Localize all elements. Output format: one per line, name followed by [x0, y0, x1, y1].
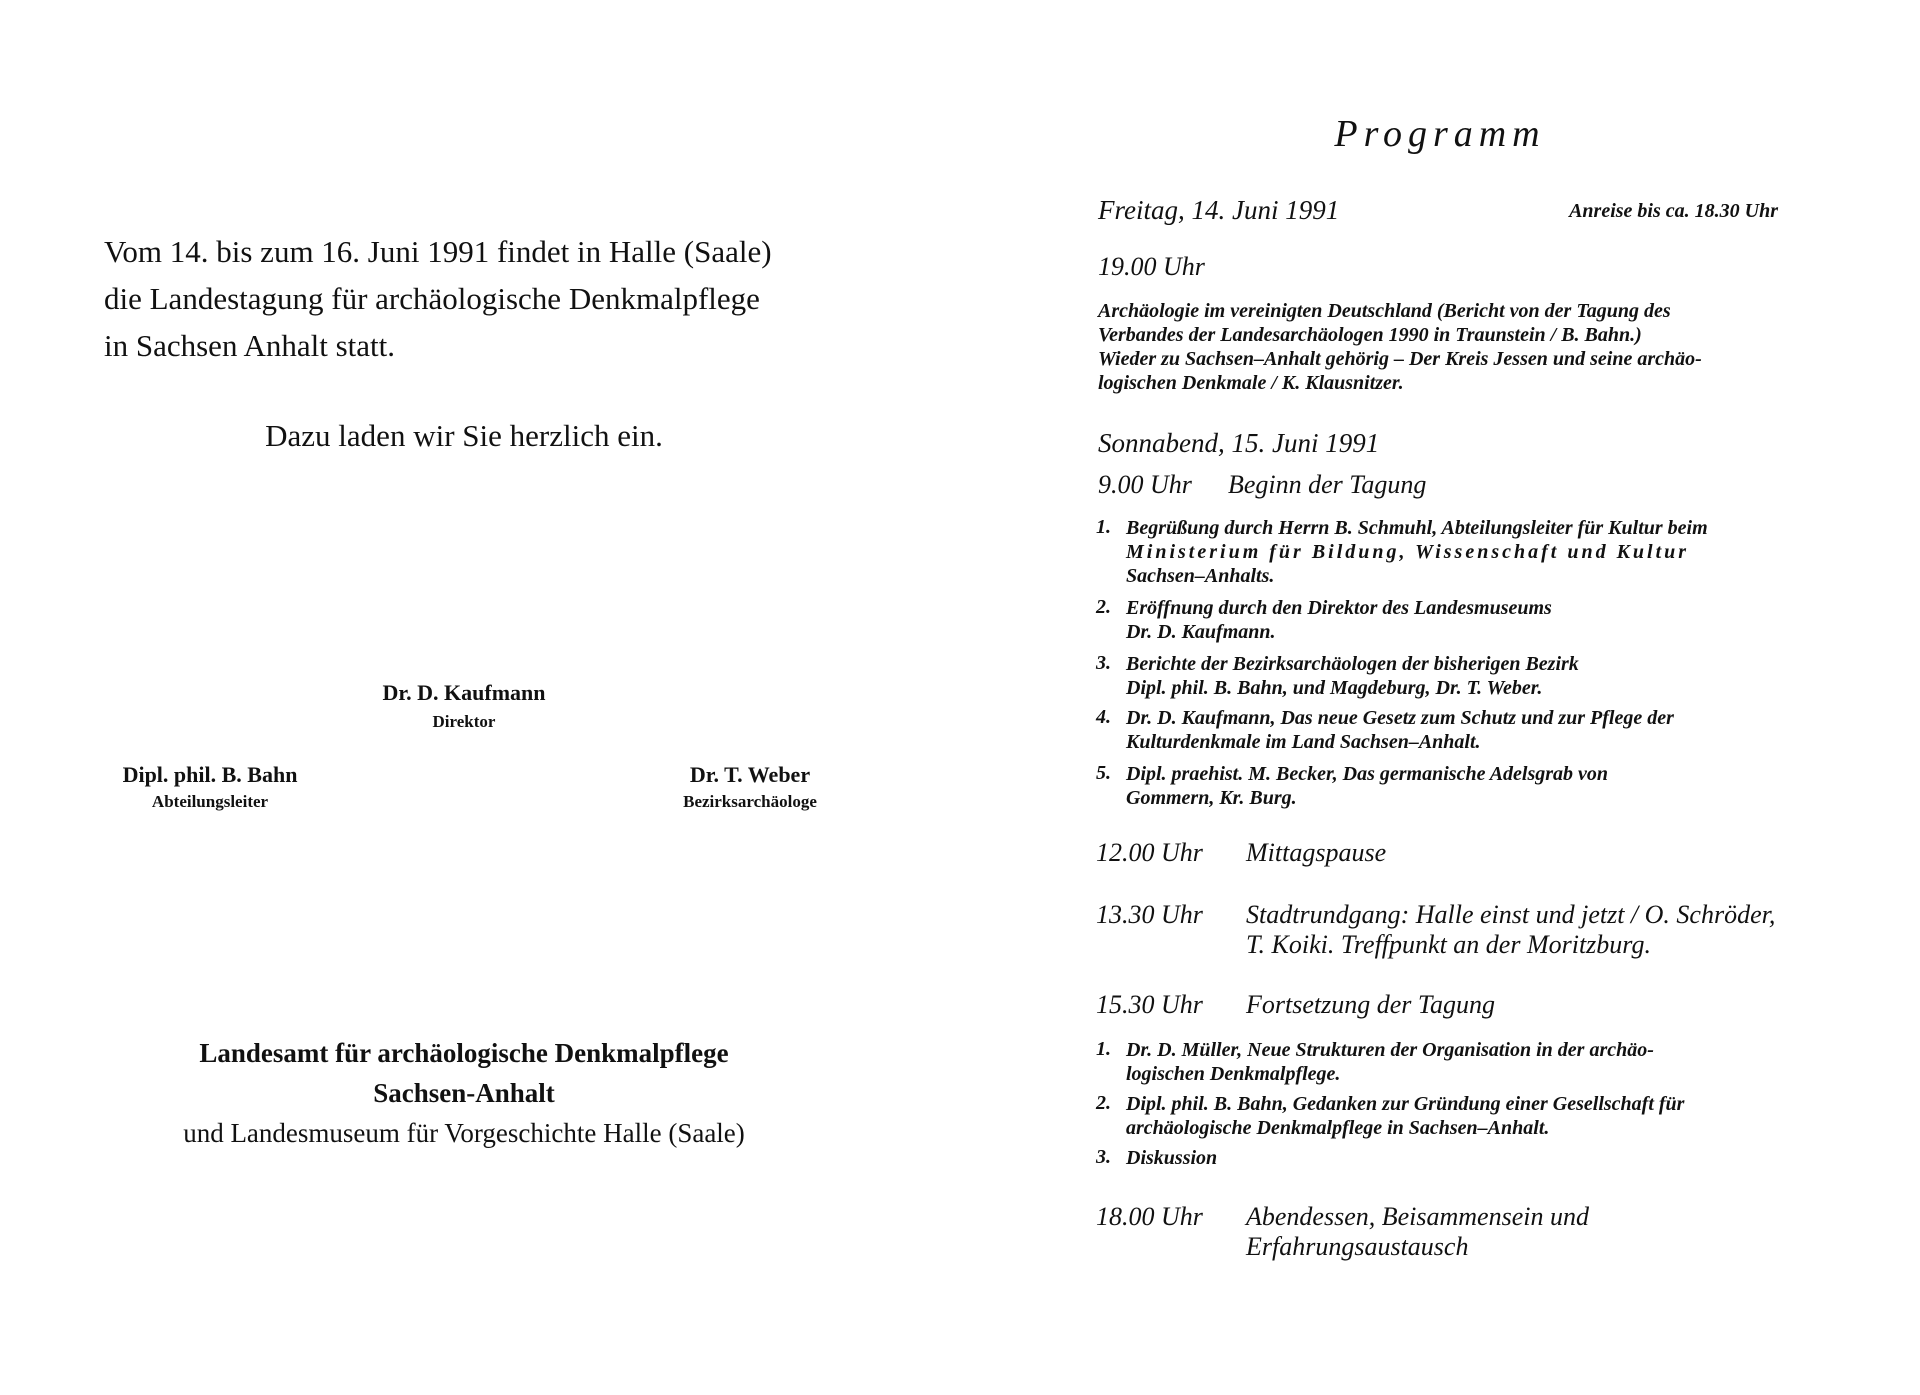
- morning-item: [1096, 762, 1816, 810]
- item-line: Dr. D. Müller, Neue Strukturen der Organisation in der archäo-: [1126, 1039, 1654, 1061]
- lunch-time: 12.00 Uhr: [1096, 838, 1203, 867]
- lunch-title: Mittagspause: [1246, 838, 1387, 867]
- organization-line-2: Sachsen-Anhalt: [373, 1078, 555, 1108]
- item-line: Eröffnung durch den Direktor des Landesmuseums: [1126, 597, 1552, 619]
- item-line: Gommern, Kr. Burg.: [1126, 787, 1297, 809]
- item-number: 4.: [1096, 706, 1111, 728]
- item-line: Sachsen–Anhalts.: [1126, 565, 1275, 587]
- item-number: 1.: [1096, 1038, 1111, 1060]
- friday-arrival: Anreise bis ca. 18.30 Uhr: [1569, 200, 1778, 222]
- item-line: Diskussion: [1126, 1147, 1218, 1169]
- item-line: Begrüßung durch Herrn B. Schmuhl, Abteilungsleiter für Kultur beim: [1126, 517, 1708, 539]
- department-head-role: Abteilungsleiter: [151, 792, 269, 811]
- intro-line-3: in Sachsen Anhalt statt.: [104, 328, 396, 363]
- morning-item: [1096, 706, 1816, 754]
- dinner-time: 18.00 Uhr: [1096, 1202, 1203, 1231]
- item-line: Berichte der Bezirksarchäologen der bisherigen Bezirk: [1126, 653, 1579, 675]
- saturday-start-title: Beginn der Tagung: [1228, 470, 1427, 499]
- invitation-text: Dazu laden wir Sie herzlich ein.: [265, 418, 663, 453]
- item-line: logischen Denkmalpflege.: [1126, 1063, 1341, 1085]
- afternoon-item: [1096, 1038, 1816, 1086]
- organization-line-3: und Landesmuseum für Vorgeschichte Halle (Saale): [183, 1118, 745, 1148]
- afternoon-item: [1096, 1146, 1816, 1170]
- item-line: Dr. D. Kaufmann.: [1126, 621, 1276, 643]
- morning-item: [1096, 596, 1816, 644]
- signature-district-archaeologist: [650, 762, 850, 812]
- right-page: [960, 0, 1920, 1395]
- signature-department-head: [100, 762, 320, 812]
- item-line: Dr. D. Kaufmann, Das neue Gesetz zum Schutz und zur Pflege der: [1126, 707, 1674, 729]
- item-number: 3.: [1096, 1146, 1111, 1168]
- dinner-line-1: Abendessen, Beisammensein und: [1246, 1202, 1589, 1231]
- friday-time: 19.00 Uhr: [1098, 252, 1205, 281]
- item-line: Dipl. praehist. M. Becker, Das germanische Adelsgrab von: [1126, 763, 1609, 785]
- program-title: Programm: [1334, 113, 1546, 155]
- intro-line-2: die Landestagung für archäologische Denkmalpflege: [104, 281, 760, 316]
- director-role: Direktor: [432, 712, 496, 731]
- friday-description-line: Wieder zu Sachsen–Anhalt gehörig – Der Kreis Jessen und seine archäo-: [1098, 348, 1702, 370]
- intro-line-1: Vom 14. bis zum 16. Juni 1991 findet in Halle (Saale): [104, 234, 772, 269]
- item-number: 5.: [1096, 762, 1111, 784]
- district-archaeologist-name: Dr. T. Weber: [689, 762, 811, 787]
- department-head-name: Dipl. phil. B. Bahn: [122, 762, 298, 787]
- item-line: Kulturdenkmale im Land Sachsen–Anhalt.: [1126, 731, 1481, 753]
- friday-description-line: Verbandes der Landesarchäologen 1990 in Traunstein / B. Bahn.): [1098, 324, 1642, 346]
- item-line: Dipl. phil. B. Bahn, und Magdeburg, Dr. T. Weber.: [1126, 677, 1543, 699]
- saturday-heading: Sonnabend, 15. Juni 1991: [1098, 428, 1380, 458]
- saturday-start-time: 9.00 Uhr: [1098, 470, 1192, 499]
- tour-line-1: Stadtrundgang: Halle einst und jetzt / O. Schröder,: [1246, 900, 1776, 929]
- morning-item: [1096, 652, 1816, 700]
- dinner-line-2: Erfahrungsaustausch: [1246, 1232, 1469, 1261]
- district-archaeologist-role: Bezirksarchäologe: [683, 792, 817, 811]
- afternoon-item: [1096, 1092, 1816, 1140]
- item-line: archäologische Denkmalpflege in Sachsen–Anhalt.: [1126, 1117, 1550, 1139]
- friday-description-line: Archäologie im vereinigten Deutschland (Bericht von der Tagung des: [1098, 300, 1671, 322]
- item-number: 3.: [1096, 652, 1111, 674]
- tour-time: 13.30 Uhr: [1096, 900, 1203, 929]
- item-number: 2.: [1096, 1092, 1111, 1114]
- friday-description-line: logischen Denkmale / K. Klausnitzer.: [1098, 372, 1404, 394]
- friday-heading: Freitag, 14. Juni 1991: [1098, 195, 1340, 225]
- item-number: 1.: [1096, 516, 1111, 538]
- morning-item: [1096, 516, 1816, 588]
- signature-director: [300, 680, 628, 732]
- continuation-time: 15.30 Uhr: [1096, 990, 1203, 1019]
- item-number: 2.: [1096, 596, 1111, 618]
- item-line: Ministerium für Bildung, Wissenschaft und Kultur: [1126, 541, 1690, 563]
- tour-line-2: T. Koiki. Treffpunkt an der Moritzburg.: [1246, 930, 1651, 959]
- continuation-title: Fortsetzung der Tagung: [1246, 990, 1495, 1019]
- organization-line-1: Landesamt für archäologische Denkmalpflege: [199, 1038, 729, 1068]
- director-name: Dr. D. Kaufmann: [382, 680, 546, 705]
- item-line: Dipl. phil. B. Bahn, Gedanken zur Gründung einer Gesellschaft für: [1126, 1093, 1685, 1115]
